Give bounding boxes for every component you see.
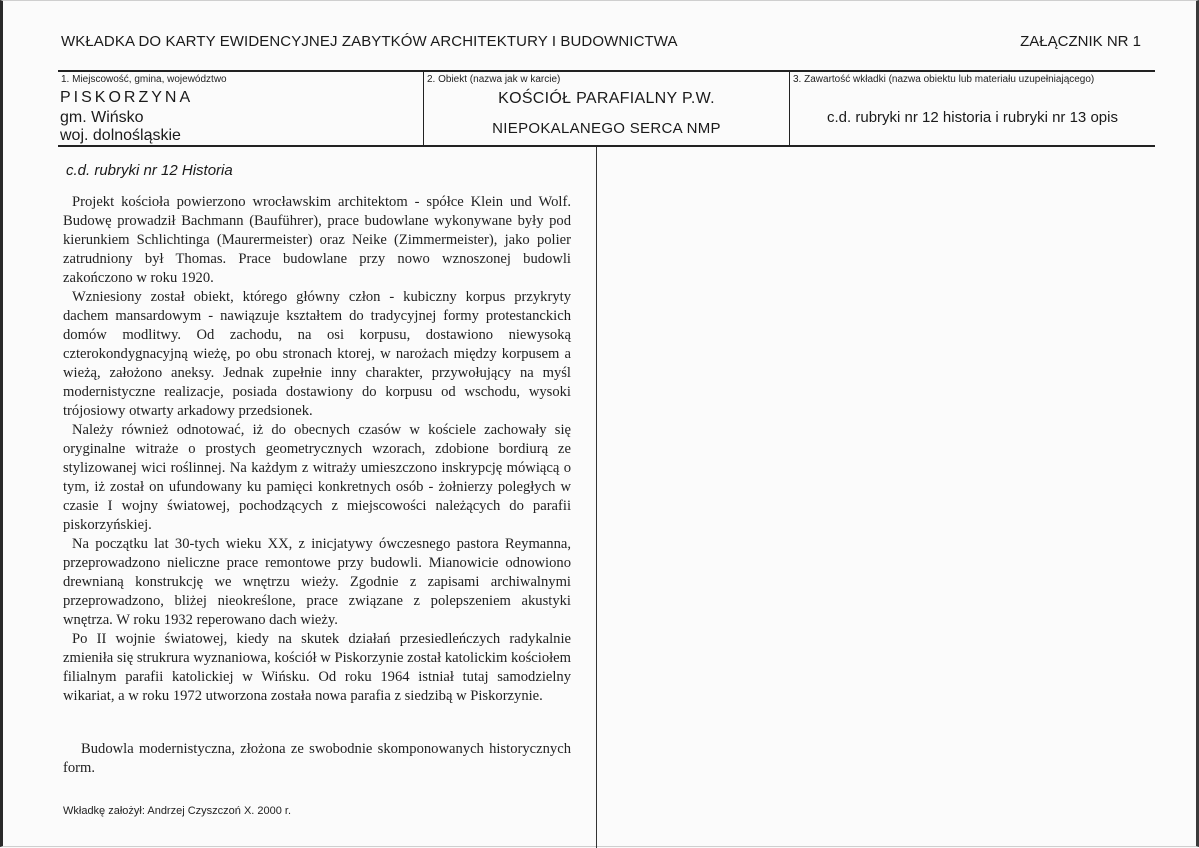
place-name: PISKORZYNA [60, 89, 194, 106]
attachment-number: ZAŁĄCZNIK NR 1 [1020, 33, 1141, 50]
paragraph: Wzniesiony został obiekt, którego główny człon - kubiczny korpus przykryty dachem mansardowym - nawiązuje kształtem do tradycyjnej formy protestanckich domów modlitwy. Od zachodu, na osi korpusu, dostawiono niewysoką czterokondygnacyjną wieżę, po obu stronach ktorej, w narożach między korpusem a wieżą, założono aneksy. Jednak zupełnie inny charakter, przywołujący na myśl modernistyczne realizacje, posiada dostawiony do korpusu od wschodu, wysoki trójosiowy otwarty arkadowy przedsionek. [63, 289, 571, 419]
voivodeship-name: woj. dolnośląskie [60, 127, 181, 144]
info-table [58, 70, 1155, 147]
paragraph: Projekt kościoła powierzono wrocławskim architektom - spółce Klein und Wolf. Budowę prowadził Bachmann (Bauführer), prace budowlane wykonywane były pod kierunkiem Schlichtinga (Maurermeister) oraz Neike (Zimmermeister), jako polier zatrudniony był Thomas. Prace budowlane przy nowo wznoszonej budowli zakończono w roku 1920. [63, 194, 571, 286]
content-cell [790, 72, 1155, 145]
object-label: 2. Obiekt (nazwa jak w karcie) [427, 74, 561, 85]
content-label: 3. Zawartość wkładki (nazwa obiektu lub materiału uzupełniającego) [793, 74, 1095, 85]
section-heading: c.d. rubryki nr 12 Historia [66, 162, 233, 179]
object-name-line1: KOŚCIÓŁ PARAFIALNY P.W. [498, 90, 715, 107]
location-cell [58, 72, 424, 145]
paragraph: Należy również odnotować, iż do obecnych czasów w kościele zachowały się oryginalne witraże o prostych geometrycznych wzorach, zdobione bordiurą ze stylizowanej wici roślinnej. Na każdym z witraży umieszczono inskrypcję mówiącą o tym, iż został on ufundowany ku pamięci konkretnych osób - żołnierzy poległych w czasie I wojny światowej, pochodzących z miejscowości należących do parafii piskorzyńskiej. [63, 422, 571, 533]
gmina-name: gm. Wińsko [60, 109, 144, 126]
author-note: Wkładkę założył: Andrzej Czyszczoń X. 2000 r. [63, 805, 292, 817]
closing-paragraph: Budowla modernistyczna, złożona ze swobodnie skomponowanych historycznych form. [63, 741, 571, 776]
paragraph: Na początku lat 30-tych wieku XX, z inicjatywy ówczesnego pastora Reymanna, przeprowadzono nieliczne prace remontowe przy budowli. Mianowicie odnowiono drewnianą konstrukcję we wnętrzu wieży. Zgodnie z zapisami archiwalnymi przeprowadzono, bliżej nieokreślone, prace związane z polepszeniem akustyki wnętrza. W roku 1932 reperowano dach wieży. [63, 536, 571, 628]
sheet-title: WKŁADKA DO KARTY EWIDENCYJNEJ ZABYTKÓW ARCHITEKTURY I BUDOWNICTWA [61, 33, 678, 50]
object-name-line2: NIEPOKALANEGO SERCA NMP [492, 120, 721, 137]
object-cell [424, 72, 790, 145]
closing-text [63, 740, 571, 778]
location-label: 1. Miejscowość, gmina, województwo [61, 74, 227, 85]
content-description: c.d. rubryki nr 12 historia i rubryki nr 13 opis [827, 109, 1118, 126]
column-divider [596, 147, 597, 848]
paragraph: Po II wojnie światowej, kiedy na skutek działań przesiedleńczych radykalnie zmieniła się strukrura wyznaniowa, kościół w Piskorzynie został katolickim kościołem filialnym parafii katolickiej w Wińsku. Od roku 1964 istniał tutaj samodzielny wikariat, a w roku 1972 utworzona została nowa parafia z siedzibą w Piskorzynie. [63, 631, 571, 704]
history-text [63, 193, 571, 706]
